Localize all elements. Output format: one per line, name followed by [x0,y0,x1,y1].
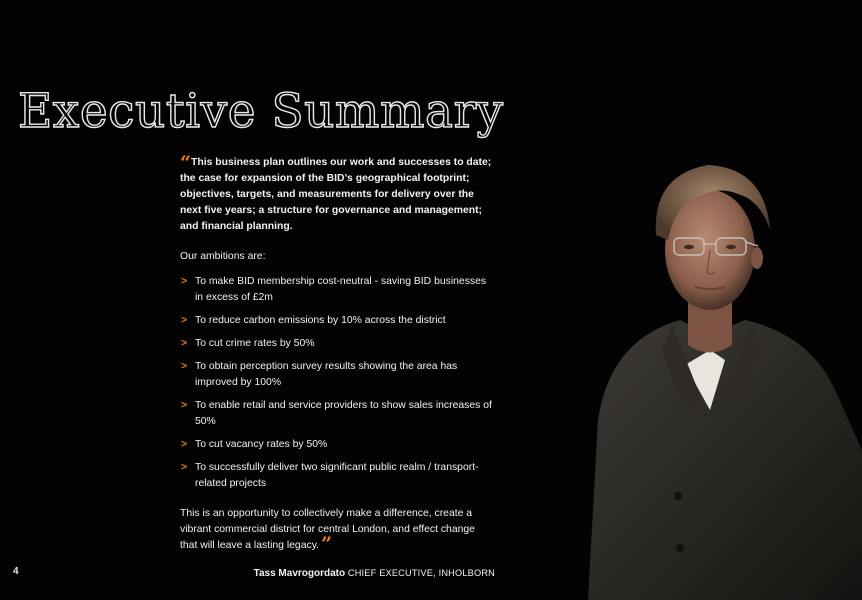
ambition-text: To enable retail and service providers to show sales increases of 50% [195,400,492,427]
opening-quote-mark: “ [180,152,191,174]
ambition-text: To obtain perception survey results showing the area has improved by 100% [195,361,458,388]
intro-paragraph [180,152,495,235]
signature-name: Tass Mavrogordato [253,568,346,579]
ambition-item [180,398,495,430]
chevron-right-icon: > [181,400,188,411]
ambition-item [180,336,495,352]
chevron-right-icon: > [181,361,188,372]
ambitions-list [180,274,495,492]
ambition-text: To reduce carbon emissions by 10% across the district [195,315,446,326]
ambition-item [180,313,495,329]
signature [180,565,495,582]
chevron-right-icon: > [181,315,188,326]
chevron-right-icon: > [181,338,188,349]
summary-body [180,152,495,582]
ambition-text: To cut crime rates by 50% [195,338,315,349]
chevron-right-icon: > [181,462,188,473]
ambition-text: To successfully deliver two significant public realm / transport-related projects [195,462,479,489]
ambition-item [180,437,495,453]
closing-quote-mark: ” [321,533,332,555]
chevron-right-icon: > [181,439,188,450]
intro-text: This business plan outlines our work and successes to date; the case for expansion of the BID’s geographical footprint; objectives, targets, and measurements for delivery over the next five years; a structure for governance and management; and financial planning. [180,157,492,232]
chevron-right-icon: > [181,276,188,287]
ambition-item [180,274,495,306]
closing-paragraph [180,506,495,554]
ambition-item [180,359,495,391]
portrait-photo [560,120,862,600]
ambition-item [180,460,495,492]
signature-title: CHIEF EXECUTIVE, INHOLBORN [347,568,495,578]
page-number: 4 [13,566,19,577]
ambition-text: To make BID membership cost-neutral - saving BID businesses in excess of £2m [195,276,487,303]
ambition-text: To cut vacancy rates by 50% [195,439,328,450]
closing-text: This is an opportunity to collectively make a difference, create a vibrant commercial district for central London, and effect change that will leave a lasting legacy. [180,508,475,551]
ambitions-label: Our ambitions are: [180,251,266,262]
page-title: Executive Summary [18,84,504,139]
